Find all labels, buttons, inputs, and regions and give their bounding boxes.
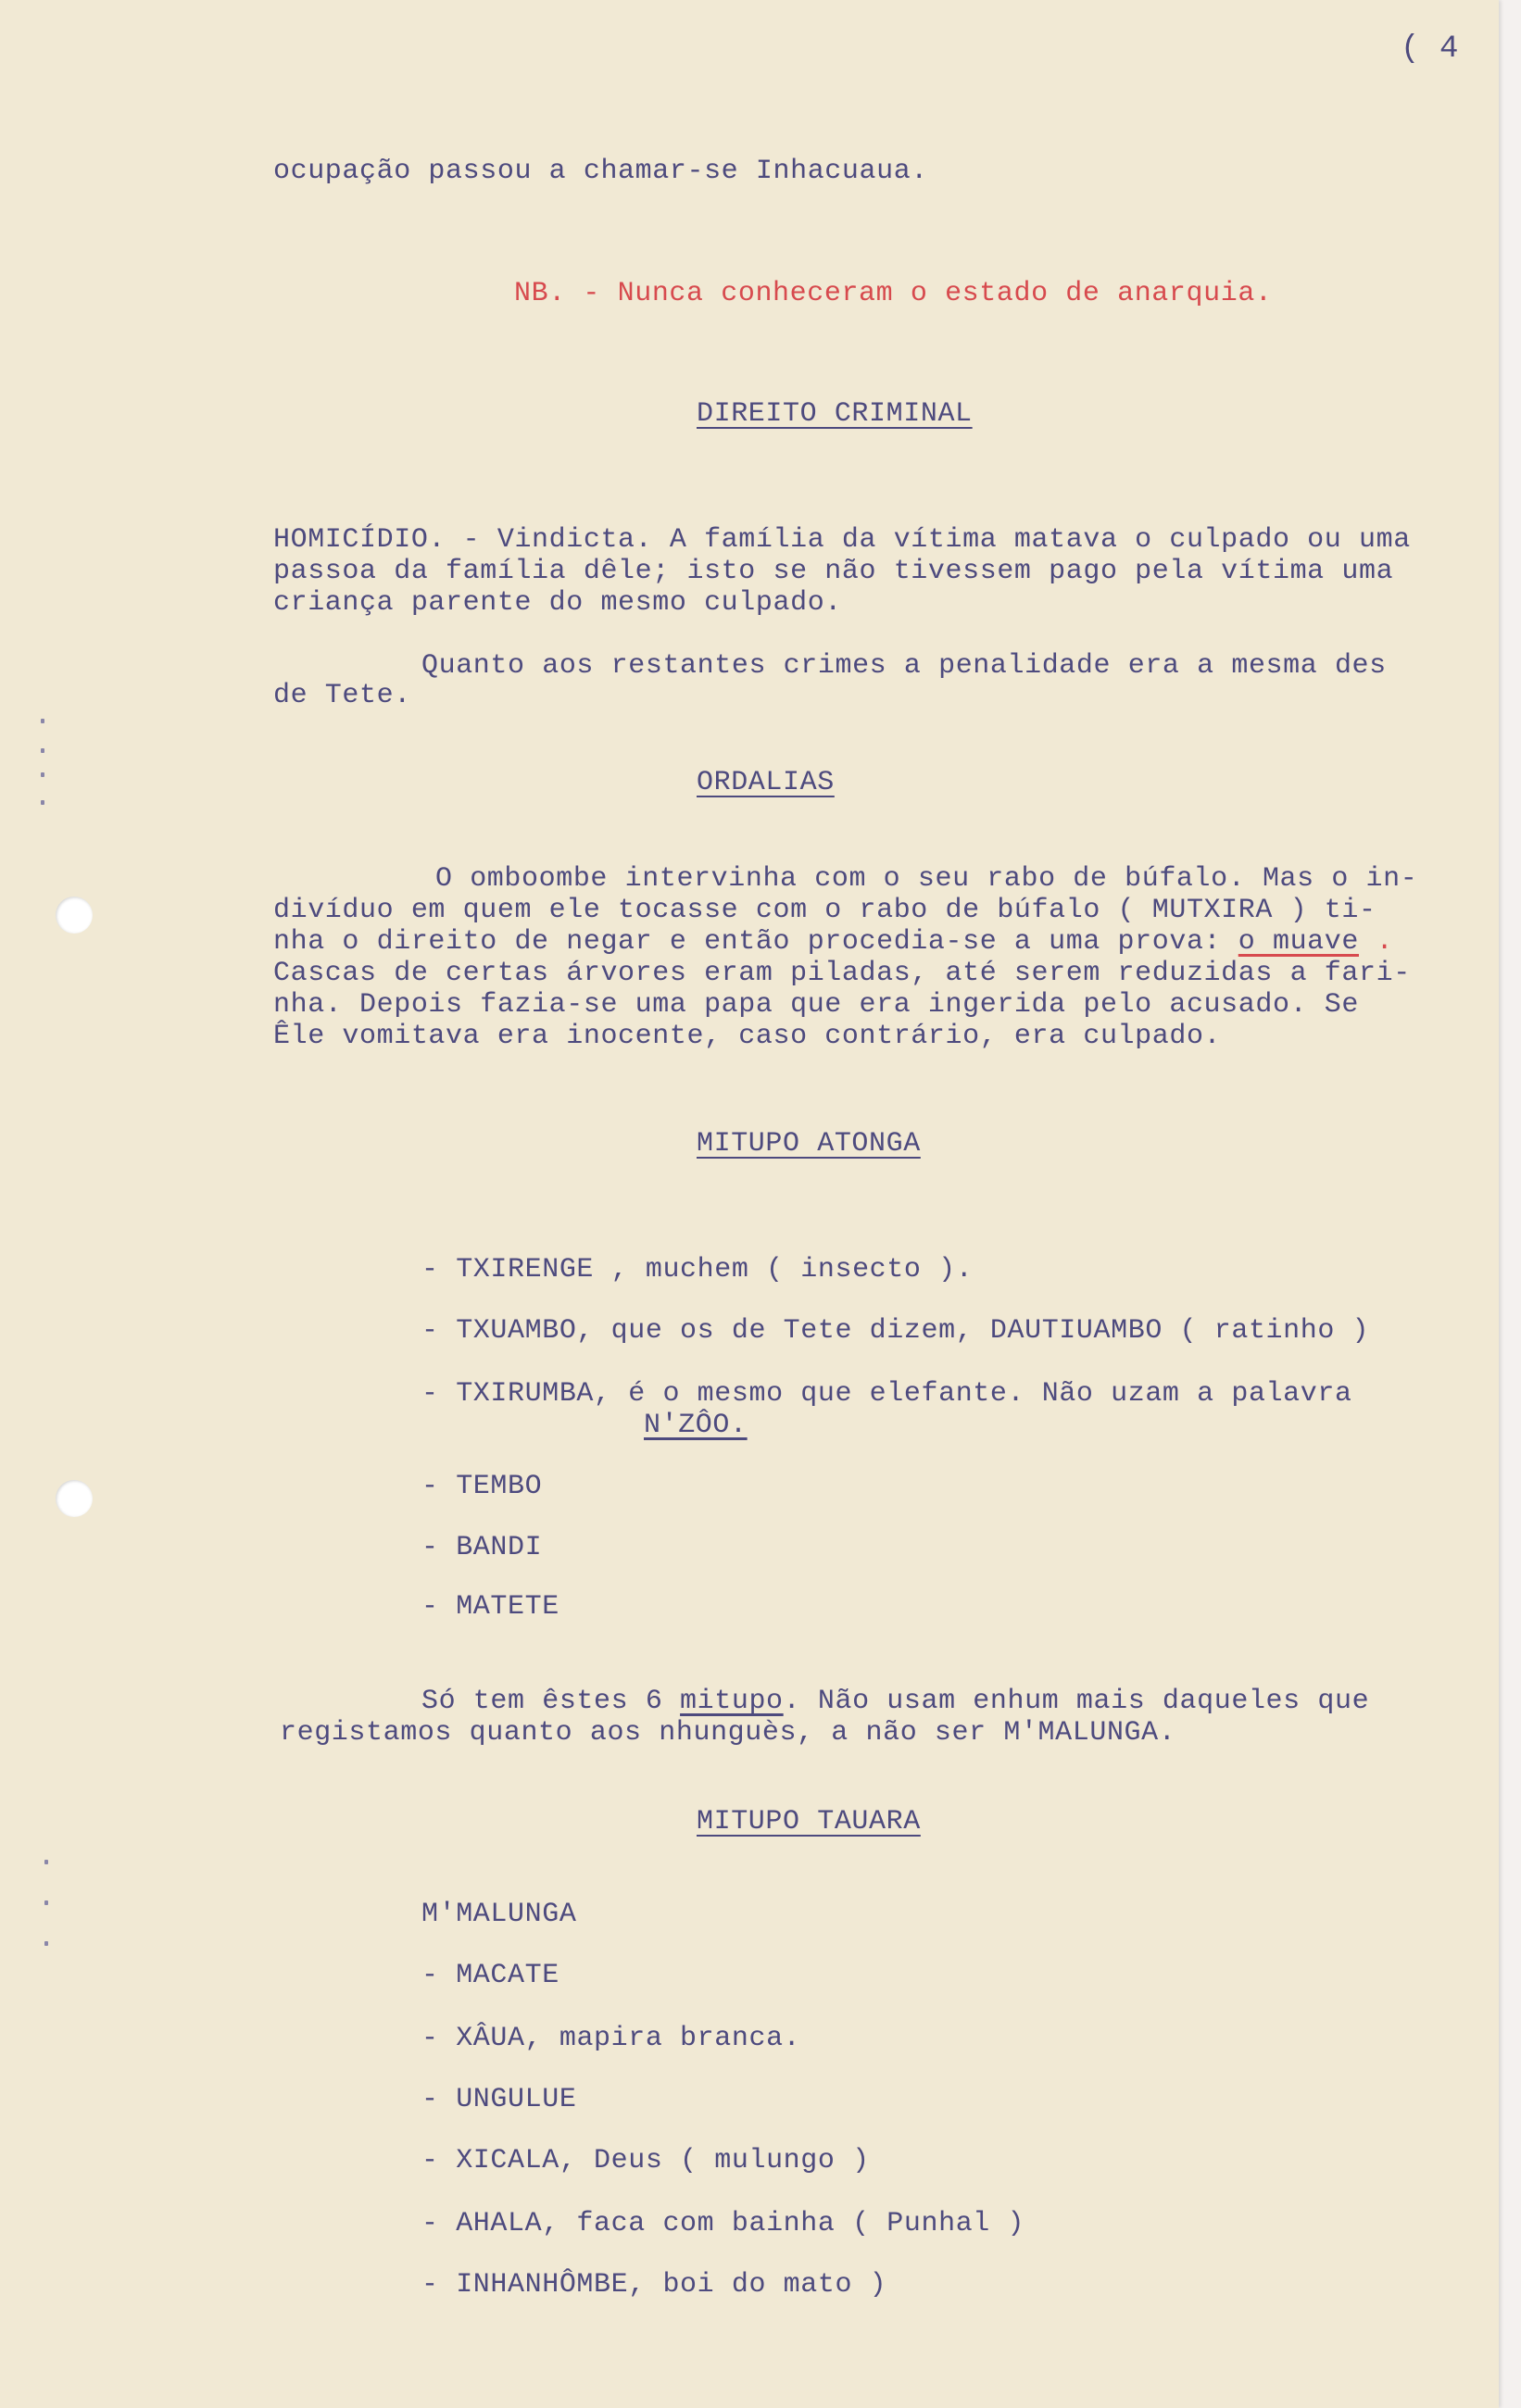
tauara-item-desc: Deus ( mulungo )	[576, 2145, 870, 2176]
tauara-item-desc: faca com bainha ( Punhal )	[559, 2208, 1025, 2239]
tauara-item	[421, 2208, 1024, 2239]
tauara-item-name: - AHALA,	[421, 2208, 559, 2239]
atonga-item-name: - TXIRENGE	[421, 1254, 595, 1286]
atonga-item	[421, 1315, 1369, 1347]
homicidio-paragraph-line-3: criança parente do mesmo culpado.	[273, 587, 842, 619]
quanto-line-1: Quanto aos restantes crimes a penalidade era a mesma des	[421, 650, 1387, 682]
atonga-item: - MATETE	[421, 1591, 559, 1623]
atonga-item	[421, 1254, 973, 1286]
atonga-item-name: - TXUAMBO,	[421, 1315, 595, 1347]
ordalias-line-3	[273, 926, 1393, 958]
tauara-item-name: - INHANHÔMBE,	[421, 2269, 646, 2301]
quanto-line-2: de Tete.	[273, 680, 411, 711]
ordalias-heading: ORDALIAS	[697, 767, 835, 798]
ordalias-line-6: Êle vomitava era inocente, caso contrário, era culpado.	[273, 1021, 1222, 1052]
ordalias-line-3-text: nha o direito de negar e então procedia-se a uma prova:	[273, 926, 1238, 958]
atonga-item: - BANDI	[421, 1532, 543, 1563]
page-number: ( 4	[1401, 31, 1460, 67]
mitupo-atonga-heading: MITUPO ATONGA	[697, 1128, 921, 1160]
ordalias-line-5: nha. Depois fazia-se uma papa que era ingerida pelo acusado. Se	[273, 989, 1359, 1021]
tauara-item: - UNGULUE	[421, 2084, 577, 2115]
atonga-item-desc: , muchem ( insecto ).	[594, 1254, 974, 1286]
summary-text-end: . Não usam enhum mais daqueles que	[783, 1686, 1370, 1717]
atonga-item-desc: é o mesmo que elefante. Não uzam a palavra	[610, 1378, 1352, 1410]
atonga-item	[421, 1378, 1352, 1410]
homicidio-label: HOMICÍDIO. - Vindicta.	[273, 524, 653, 556]
ordalias-line-1: O omboombe intervinha com o seu rabo de búfalo. Mas o in-	[435, 863, 1418, 895]
atonga-item-desc: que os de Tete dizem, DAUTIUAMBO ( ratinho )	[594, 1315, 1370, 1347]
atonga-item-name: - TXIRUMBA,	[421, 1378, 611, 1410]
tauara-item	[421, 2023, 800, 2054]
tauara-item-desc: boi do mato )	[645, 2269, 887, 2301]
ordalias-line-4: Cascas de certas árvores eram piladas, até serem reduzidas a fari-	[273, 958, 1411, 989]
tauara-item: M'MALUNGA	[421, 1899, 577, 1930]
homicidio-paragraph-line-1	[273, 524, 1411, 556]
direito-criminal-heading: DIREITO CRIMINAL	[697, 398, 973, 430]
muave-period: .	[1359, 926, 1394, 958]
mitupo-term: mitupo	[680, 1686, 784, 1717]
mitupo-tauara-heading: MITUPO TAUARA	[697, 1806, 921, 1837]
tauara-item-desc: mapira branca.	[542, 2023, 801, 2054]
nb-note: NB. - Nunca conheceram o estado de anarquia.	[514, 278, 1273, 309]
tauara-item: - MACATE	[421, 1960, 559, 1991]
tauara-item-name: - XICALA,	[421, 2145, 577, 2176]
tauara-item-name: - XÂUA,	[421, 2023, 543, 2054]
tauara-item	[421, 2145, 870, 2176]
nzoo-term: N'ZÔO.	[644, 1410, 748, 1441]
atonga-summary-line-1	[421, 1686, 1369, 1717]
summary-text: Só tem êstes 6	[421, 1686, 681, 1717]
tauara-item	[421, 2269, 886, 2301]
homicidio-paragraph-line-2: passoa da família dêle; isto se não tivessem pago pela vítima uma	[273, 556, 1394, 587]
atonga-summary-line-2: registamos quanto aos nhunguès, a não ser M'MALUNGA.	[280, 1717, 1176, 1749]
atonga-item: - TEMBO	[421, 1471, 543, 1502]
intro-line: ocupação passou a chamar-se Inhacuaua.	[273, 156, 928, 187]
homicidio-text: A família da vítima matava o culpado ou uma	[652, 524, 1411, 556]
ordalias-line-2: divíduo em quem ele tocasse com o rabo de búfalo ( MUTXIRA ) ti-	[273, 895, 1376, 926]
muave-term: o muave	[1238, 926, 1359, 958]
